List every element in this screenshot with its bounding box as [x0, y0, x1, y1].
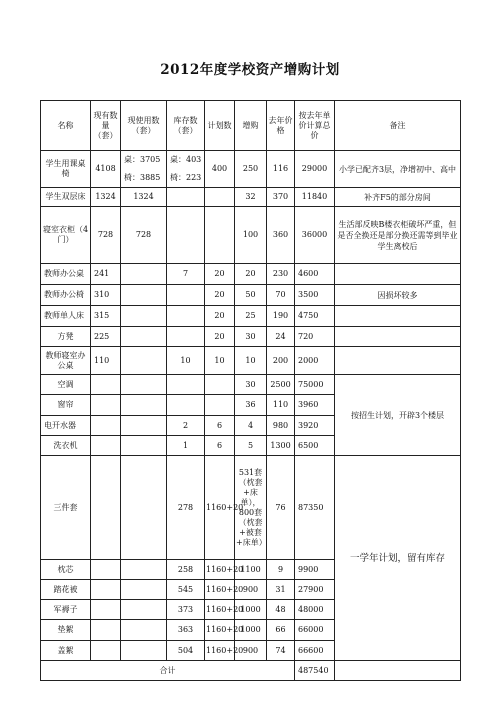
cell-name: 教师办公椅: [41, 285, 91, 306]
cell-current: [91, 620, 121, 641]
cell-total: 2000: [295, 347, 335, 375]
cell-stock: 2: [167, 416, 205, 436]
cell-price: 190: [267, 306, 295, 327]
cell-in-use: 1324: [121, 188, 167, 207]
cell-remark: 生活部反映B楼衣柜破坏严重，但是否全换还是部分换还需等到毕业学生离校后: [335, 207, 461, 264]
cell-name: 教师寝室办公桌: [41, 347, 91, 375]
cell-increase: 100: [235, 207, 267, 264]
cell-increase: 1000: [235, 600, 267, 620]
page-title: 2012年度学校资产增购计划: [160, 62, 340, 78]
cell-remark: 因损坏较多: [335, 285, 461, 306]
cell-planned: 10: [205, 347, 235, 375]
cell-stock: [167, 188, 205, 207]
cell-current: [91, 416, 121, 436]
cell-price: 200: [267, 347, 295, 375]
cell-current: 310: [91, 285, 121, 306]
cell-in-use-desks: 桌：3705: [124, 155, 161, 164]
header-planned-qty: 计划数: [205, 101, 235, 151]
cell-name: 寝室衣柜（4门）: [41, 207, 91, 264]
cell-price: 24: [267, 327, 295, 347]
cell-in-use-chairs: 椅：3885: [124, 173, 161, 182]
cell-total: 4750: [295, 306, 335, 327]
header-row: [41, 101, 461, 151]
cell-remark: [335, 327, 461, 347]
cell-in-use: [121, 347, 167, 375]
header-remarks: 备注: [335, 101, 461, 151]
cell-stock: 258: [167, 560, 205, 580]
cell-current: 728: [91, 207, 121, 264]
cell-increase: 5: [235, 436, 267, 456]
cell-planned: 6: [205, 436, 235, 456]
cell-current: 315: [91, 306, 121, 327]
cell-current: [91, 436, 121, 456]
cell-current: [91, 580, 121, 600]
cell-in-use: [121, 560, 167, 580]
cell-increase: 50: [235, 285, 267, 306]
cell-planned: 1160+20: [205, 456, 235, 560]
cell-stock: 363: [167, 620, 205, 641]
cell-name: 电开水器: [41, 416, 91, 436]
cell-in-use: [121, 641, 167, 661]
cell-remark: [335, 306, 461, 327]
cell-price: 370: [267, 188, 295, 207]
cell-in-use: [121, 620, 167, 641]
cell-name: 盖絮: [41, 641, 91, 661]
cell-planned: 1160+20: [205, 600, 235, 620]
cell-remark: [335, 264, 461, 285]
cell-total: 11840: [295, 188, 335, 207]
cell-total: 87350: [295, 456, 335, 560]
total-label: 合计: [41, 661, 295, 681]
cell-remark: 小学已配齐3层，净增初中、高中: [335, 151, 461, 188]
cell-total: 720: [295, 327, 335, 347]
cell-planned: [205, 207, 235, 264]
cell-planned: 1160+20: [205, 641, 235, 661]
cell-price: 48: [267, 600, 295, 620]
cell-name: 军褥子: [41, 600, 91, 620]
cell-increase: 32: [235, 188, 267, 207]
cell-increase: 1100: [235, 560, 267, 580]
header-name: 名称: [41, 101, 91, 151]
cell-name: 踏花被: [41, 580, 91, 600]
cell-total: 36000: [295, 207, 335, 264]
cell-total: 3500: [295, 285, 335, 306]
cell-in-use: [121, 375, 167, 395]
cell-name: 教师单人床: [41, 306, 91, 327]
table-row: [41, 151, 461, 188]
cell-name: 窗帘: [41, 395, 91, 416]
cell-stock: [167, 207, 205, 264]
cell-in-use: [121, 416, 167, 436]
cell-increase: 36: [235, 395, 267, 416]
cell-name: 枕芯: [41, 560, 91, 580]
cell-planned: [205, 395, 235, 416]
cell-increase: 30: [235, 327, 267, 347]
cell-stock-chairs: 椅：223: [170, 173, 202, 182]
cell-price: 66: [267, 620, 295, 641]
cell-name: 学生用课桌椅: [41, 151, 91, 188]
header-current-qty: 现有数量（套）: [91, 101, 121, 151]
cell-price: 74: [267, 641, 295, 661]
cell-in-use: [121, 600, 167, 620]
table-row: [41, 264, 461, 285]
cell-price: 110: [267, 395, 295, 416]
cell-price: 9: [267, 560, 295, 580]
cell-planned: 20: [205, 285, 235, 306]
header-est-total: 按去年单价计算总价: [295, 101, 335, 151]
cell-planned: 20: [205, 327, 235, 347]
cell-in-use: [121, 306, 167, 327]
cell-price: 360: [267, 207, 295, 264]
cell-name: 垫絮: [41, 620, 91, 641]
cell-increase: 20: [235, 264, 267, 285]
cell-stock: 278: [167, 456, 205, 560]
cell-remark: [335, 347, 461, 375]
cell-in-use: [121, 395, 167, 416]
cell-increase: 25: [235, 306, 267, 327]
cell-total: 75000: [295, 375, 335, 395]
total-value: 487540: [295, 661, 335, 681]
cell-price: 230: [267, 264, 295, 285]
cell-price: 70: [267, 285, 295, 306]
asset-table: [40, 100, 461, 681]
cell-increase: 900: [235, 580, 267, 600]
cell-stock: 545: [167, 580, 205, 600]
cell-in-use: 728: [121, 207, 167, 264]
cell-total: 6500: [295, 436, 335, 456]
cell-planned: [205, 375, 235, 395]
cell-price: 1300: [267, 436, 295, 456]
cell-current: [91, 375, 121, 395]
cell-planned: 1160+20: [205, 580, 235, 600]
cell-planned: 1160+20: [205, 620, 235, 641]
cell-current: 4108: [91, 151, 121, 188]
cell-stock: 504: [167, 641, 205, 661]
cell-stock: [167, 306, 205, 327]
cell-current: 110: [91, 347, 121, 375]
cell-increase: 531套（枕套+床单），800套（枕套+被套+床单）: [235, 456, 267, 560]
cell-in-use: [121, 151, 167, 188]
cell-increase: 900: [235, 641, 267, 661]
cell-increase: 30: [235, 375, 267, 395]
cell-current: [91, 641, 121, 661]
cell-increase: 4: [235, 416, 267, 436]
table-row: [41, 456, 461, 560]
cell-stock: [167, 375, 205, 395]
cell-total: 3960: [295, 395, 335, 416]
header-in-use-qty: 现使用数（套）: [121, 101, 167, 151]
cell-increase: 1000: [235, 620, 267, 641]
cell-current: 1324: [91, 188, 121, 207]
total-remark: [335, 661, 461, 681]
cell-stock: [167, 285, 205, 306]
cell-price: 2500: [267, 375, 295, 395]
cell-total: 66600: [295, 641, 335, 661]
cell-planned: 400: [205, 151, 235, 188]
cell-price: 980: [267, 416, 295, 436]
cell-price: 31: [267, 580, 295, 600]
table-row: [41, 188, 461, 207]
cell-in-use: [121, 327, 167, 347]
cell-planned: 20: [205, 264, 235, 285]
cell-stock: [167, 395, 205, 416]
cell-total: 48000: [295, 600, 335, 620]
cell-current: [91, 456, 121, 560]
cell-current: [91, 600, 121, 620]
cell-name: 方凳: [41, 327, 91, 347]
cell-current: [91, 560, 121, 580]
cell-in-use: [121, 264, 167, 285]
cell-planned: 20: [205, 306, 235, 327]
header-stock-qty: 库存数（套）: [167, 101, 205, 151]
cell-in-use: [121, 456, 167, 560]
cell-name: 空调: [41, 375, 91, 395]
cell-total: 29000: [295, 151, 335, 188]
table-row: [41, 327, 461, 347]
table-row: [41, 375, 461, 395]
total-row: [41, 661, 461, 681]
cell-name: 教师办公桌: [41, 264, 91, 285]
cell-name: 学生双层床: [41, 188, 91, 207]
cell-price: 76: [267, 456, 295, 560]
cell-planned: 6: [205, 416, 235, 436]
cell-stock: [167, 327, 205, 347]
cell-current: 225: [91, 327, 121, 347]
header-increase: 增购: [235, 101, 267, 151]
cell-stock: 10: [167, 347, 205, 375]
cell-remark: 补齐F5的部分房间: [335, 188, 461, 207]
header-last-year-price: 去年价格: [267, 101, 295, 151]
cell-total: 3920: [295, 416, 335, 436]
cell-stock: 7: [167, 264, 205, 285]
cell-stock: 1: [167, 436, 205, 456]
cell-name: 洗衣机: [41, 436, 91, 456]
table-row: [41, 306, 461, 327]
cell-price: 116: [267, 151, 295, 188]
cell-name: 三件套: [41, 456, 91, 560]
cell-stock: 373: [167, 600, 205, 620]
cell-increase: 10: [235, 347, 267, 375]
cell-remark-appliances: 按招生计划，开辟3个楼层: [335, 375, 461, 456]
cell-in-use: [121, 285, 167, 306]
table-row: [41, 285, 461, 306]
table-row: [41, 347, 461, 375]
table-row: [41, 207, 461, 264]
cell-in-use: [121, 580, 167, 600]
cell-total: 27900: [295, 580, 335, 600]
cell-current: 241: [91, 264, 121, 285]
cell-planned: 1160+20: [205, 560, 235, 580]
cell-total: 9900: [295, 560, 335, 580]
cell-current: [91, 395, 121, 416]
cell-stock-desks: 桌：403: [170, 155, 202, 164]
cell-planned: [205, 188, 235, 207]
cell-in-use: [121, 436, 167, 456]
cell-stock: [167, 151, 205, 188]
cell-remark-bedding: 一学年计划，留有库存: [335, 456, 461, 661]
cell-increase: 250: [235, 151, 267, 188]
cell-total: 4600: [295, 264, 335, 285]
cell-total: 66000: [295, 620, 335, 641]
